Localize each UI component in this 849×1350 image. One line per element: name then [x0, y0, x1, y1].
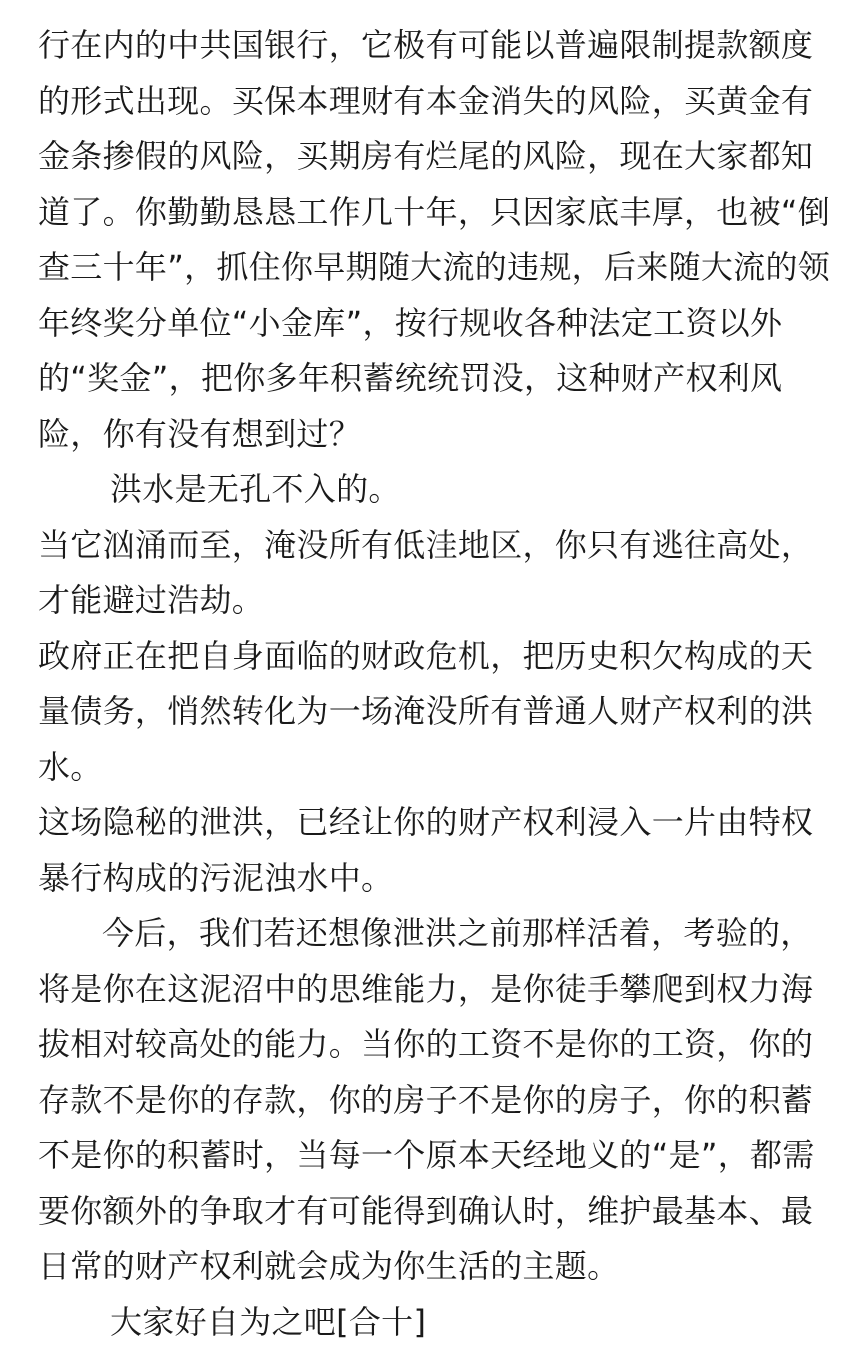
text-line: 日常的财产权利就会成为你生活的主题。 — [38, 1239, 828, 1295]
text-line: 的“奖金”，把你多年积蓄统统罚没，这种财产权利风 — [38, 351, 828, 407]
text-line: 的形式出现。买保本理财有本金消失的风险，买黄金有 — [38, 74, 828, 130]
text-line: 量债务，悄然转化为一场淹没所有普通人财产权利的洪 — [38, 684, 828, 740]
text-line: 洪水是无孔不入的。 — [38, 462, 828, 518]
text-line: 年终奖分单位“小金库”，按行规收各种法定工资以外 — [38, 296, 828, 352]
text-line: 要你额外的争取才有可能得到确认时，维护最基本、最 — [38, 1184, 828, 1240]
text-line: 存款不是你的存款，你的房子不是你的房子，你的积蓄 — [38, 1073, 828, 1129]
text-line: 查三十年”，抓住你早期随大流的违规，后来随大流的领 — [38, 240, 828, 296]
text-line: 水。 — [38, 740, 828, 796]
text-line: 不是你的积蓄时，当每一个原本天经地义的“是”，都需 — [38, 1128, 828, 1184]
text-line: 险，你有没有想到过？ — [38, 407, 828, 463]
text-line: 当它汹涌而至，淹没所有低洼地区，你只有逃往高处， — [38, 518, 828, 574]
text-line: 才能避过浩劫。 — [38, 573, 828, 629]
text-line: 今后，我们若还想像泄洪之前那样活着，考验的， — [38, 906, 828, 962]
text-line: 将是你在这泥沼中的思维能力，是你徒手攀爬到权力海 — [38, 962, 828, 1018]
text-line: 行在内的中共国银行，它极有可能以普遍限制提款额度 — [38, 18, 828, 74]
text-line: 拔相对较高处的能力。当你的工资不是你的工资，你的 — [38, 1017, 828, 1073]
text-line: 这场隐秘的泄洪，已经让你的财产权利浸入一片由特权 — [38, 795, 828, 851]
text-line: 政府正在把自身面临的财政危机，把历史积欠构成的天 — [38, 629, 828, 685]
text-line: 大家好自为之吧[合十] — [38, 1295, 828, 1350]
text-line: 暴行构成的污泥浊水中。 — [38, 851, 828, 907]
article-body — [38, 18, 828, 1350]
text-line: 金条掺假的风险，买期房有烂尾的风险，现在大家都知 — [38, 129, 828, 185]
text-line: 道了。你勤勤恳恳工作几十年，只因家底丰厚，也被“倒 — [38, 185, 828, 241]
